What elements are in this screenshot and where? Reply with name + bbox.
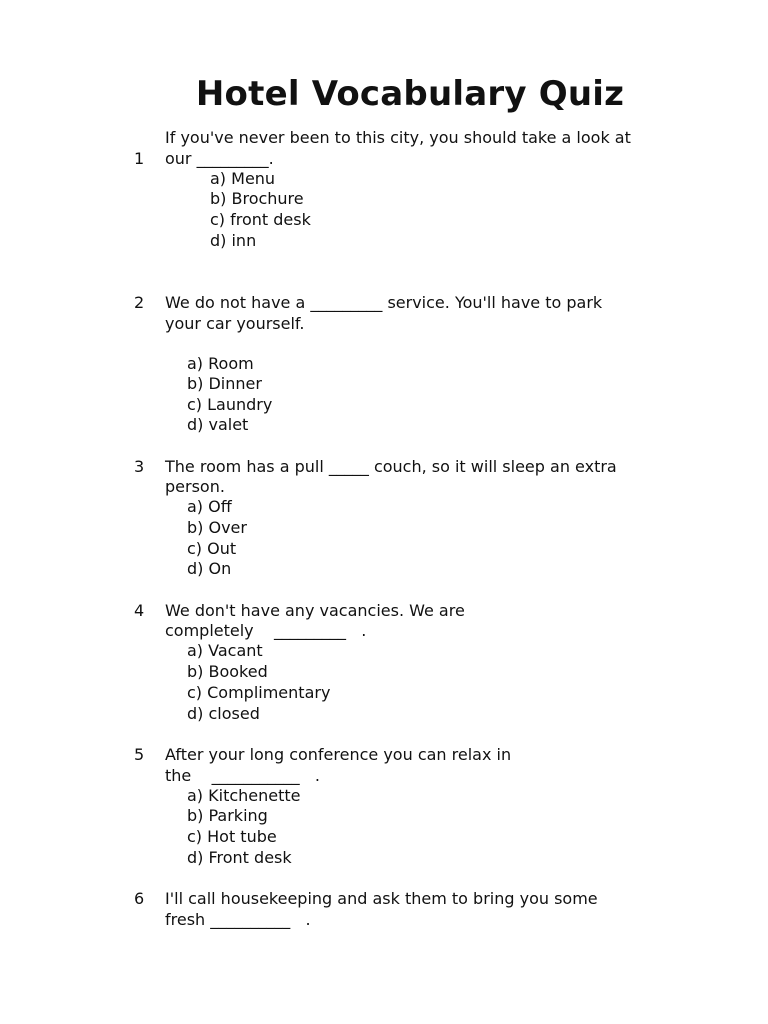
question-text-line: We do not have a _________ service. You'll have to park bbox=[165, 293, 603, 312]
question-number: 6 bbox=[134, 889, 145, 908]
answer-option: a) Vacant bbox=[187, 641, 263, 660]
answer-option: b) Brochure bbox=[210, 189, 304, 208]
answer-option: b) Parking bbox=[187, 806, 268, 825]
answer-option: d) Front desk bbox=[187, 848, 292, 867]
answer-option: a) Menu bbox=[210, 169, 276, 188]
question-text-line: fresh __________ . bbox=[165, 910, 311, 929]
question-text-line: The room has a pull _____ couch, so it will sleep an extra bbox=[165, 457, 617, 476]
answer-option: c) Hot tube bbox=[187, 827, 277, 846]
answer-option: d) valet bbox=[187, 415, 249, 434]
answer-option: b) Over bbox=[187, 518, 247, 537]
question-text-line: completely _________ . bbox=[165, 621, 367, 640]
question-text-line: the ___________ . bbox=[165, 766, 320, 785]
question-text-line: We don't have any vacancies. We are bbox=[165, 601, 465, 620]
answer-option: c) Laundry bbox=[187, 395, 273, 414]
question-number: 1 bbox=[134, 149, 145, 168]
answer-option: d) closed bbox=[187, 704, 260, 723]
question-text-line: If you've never been to this city, you should take a look at bbox=[165, 128, 631, 147]
question-number: 2 bbox=[134, 293, 145, 312]
answer-option: c) Out bbox=[187, 539, 237, 558]
answer-option: a) Off bbox=[187, 497, 232, 516]
answer-option: d) inn bbox=[210, 231, 257, 250]
question-number: 5 bbox=[134, 745, 145, 764]
answer-option: b) Booked bbox=[187, 662, 268, 681]
question-number: 4 bbox=[134, 601, 145, 620]
answer-option: b) Dinner bbox=[187, 374, 262, 393]
question-text-line: your car yourself. bbox=[165, 314, 305, 333]
quiz-title: Hotel Vocabulary Quiz bbox=[195, 74, 625, 114]
question-text-line: I'll call housekeeping and ask them to bring you some bbox=[165, 889, 598, 908]
question-text-line: our _________. bbox=[165, 149, 274, 168]
answer-option: c) Complimentary bbox=[187, 683, 331, 702]
question-text-line: After your long conference you can relax in bbox=[165, 745, 512, 764]
answer-option: d) On bbox=[187, 559, 232, 578]
question-number: 3 bbox=[134, 457, 145, 476]
answer-option: a) Kitchenette bbox=[187, 786, 301, 805]
question-text-line: person. bbox=[165, 477, 225, 496]
answer-option: a) Room bbox=[187, 354, 254, 373]
answer-option: c) front desk bbox=[210, 210, 311, 229]
